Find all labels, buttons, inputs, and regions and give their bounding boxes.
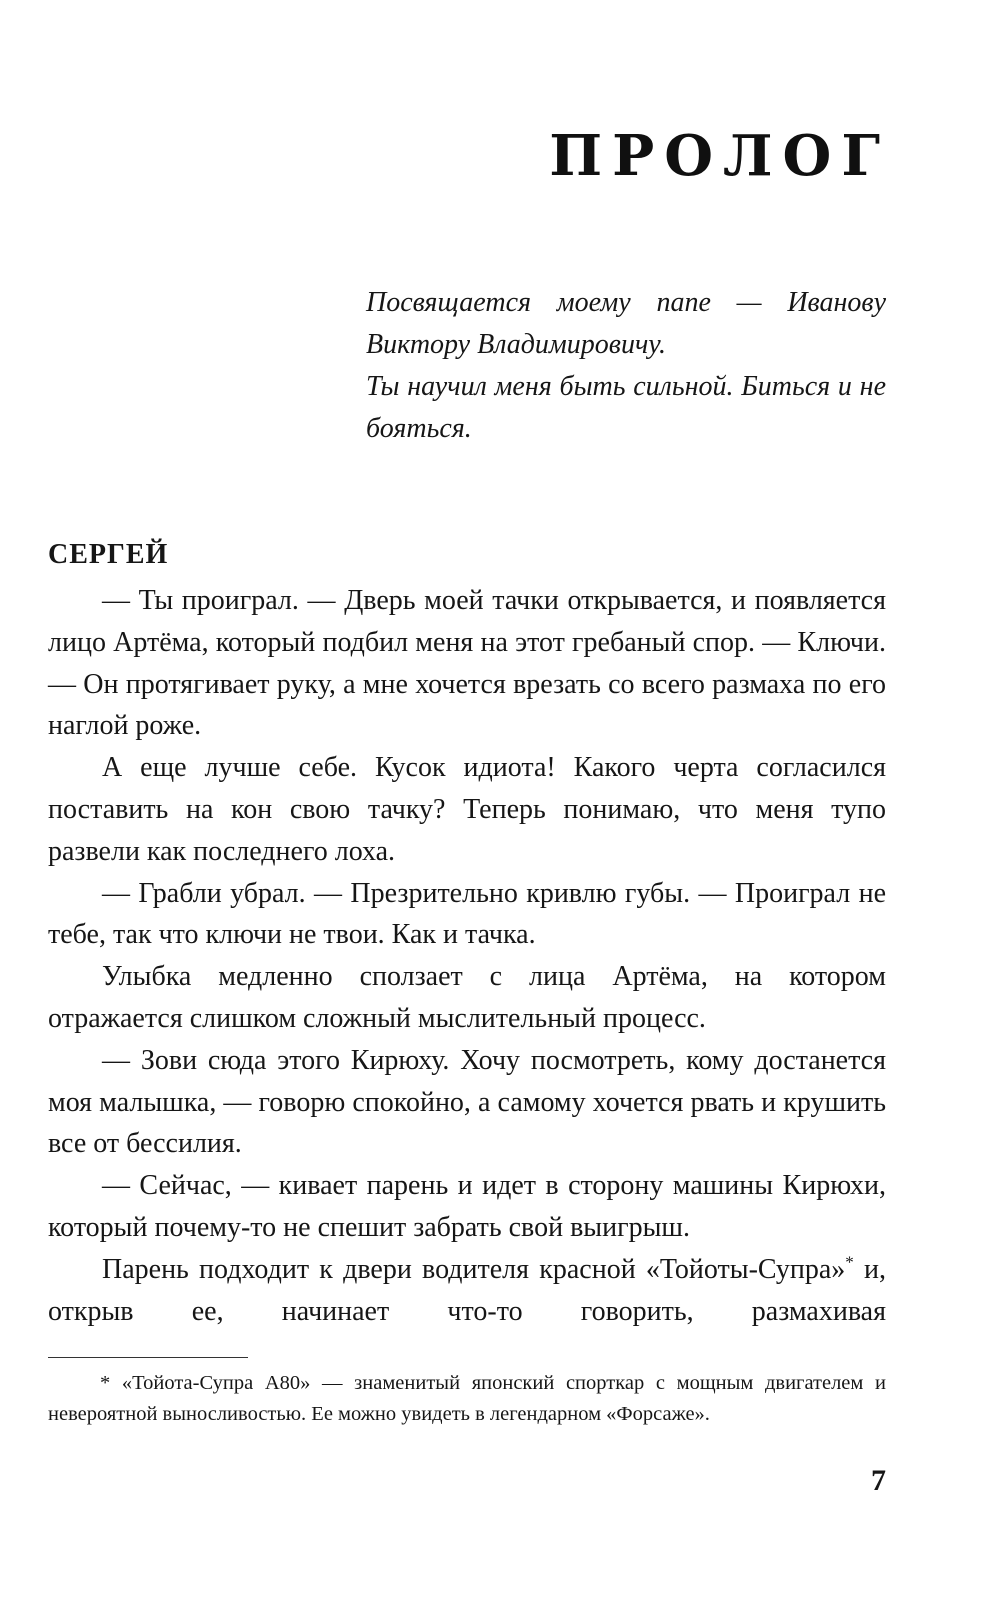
epigraph-line: Ты научил меня быть сильной. Биться и не бояться. <box>366 371 886 444</box>
paragraph: А еще лучше себе. Кусок идиота! Какого черта согласился поставить на кон свою тачку? Теперь понимаю, что меня тупо развели как последнего лоха. <box>48 752 886 867</box>
epigraph-line: Посвящается моему папе — Иванову Виктору Владимировичу. <box>366 287 886 360</box>
narrator-heading: СЕРГЕЙ <box>48 539 169 570</box>
paragraph: — Зови сюда этого Кирюху. Хочу посмотреть, кому достанется моя малышка, — говорю спокойно, а самому хочется рвать и крушить все от бессилия. <box>48 1044 886 1160</box>
footnote-divider <box>48 1357 248 1358</box>
page-number: 7 <box>871 1464 886 1497</box>
paragraph: Улыбка медленно сползает с лица Артёма, на котором отражается слишком сложный мыслительный процесс. <box>48 961 886 1034</box>
chapter-title: ПРОЛОГ <box>549 123 890 189</box>
body-text <box>48 580 886 1332</box>
footnote: * «Тойота-Супра А80» — знаменитый японский спорткар с мощным двигателем и невероятной выносливостью. Ее можно увидеть в легендарном «Форсаже». <box>48 1372 886 1425</box>
paragraph-text-start: Парень подходит к двери водителя красной «Тойоты-Супра» <box>102 1253 846 1285</box>
footnote-reference[interactable]: * <box>845 1252 854 1272</box>
paragraph: — Грабли убрал. — Презрительно кривлю губы. — Проиграл не тебе, так что ключи не твои. Как и тачка. <box>48 877 886 951</box>
paragraph: — Сейчас, — кивает парень и идет в сторону машины Кирюхи, который почему-то не спешит забрать свой выигрыш. <box>48 1170 886 1243</box>
paragraph-continues <box>48 1249 886 1333</box>
epigraph-dedication <box>366 282 886 450</box>
paragraph: — Ты проиграл. — Дверь моей тачки открывается, и появляется лицо Артёма, который подбил меня на этот гребаный спор. — Ключи. — Он протягивает руку, а мне хочется врезать со всего размаха по его наглой роже. <box>48 585 886 742</box>
paragraph-text-end: и, открыв ее, начинает что-то говорить, размахивая <box>48 1253 886 1327</box>
